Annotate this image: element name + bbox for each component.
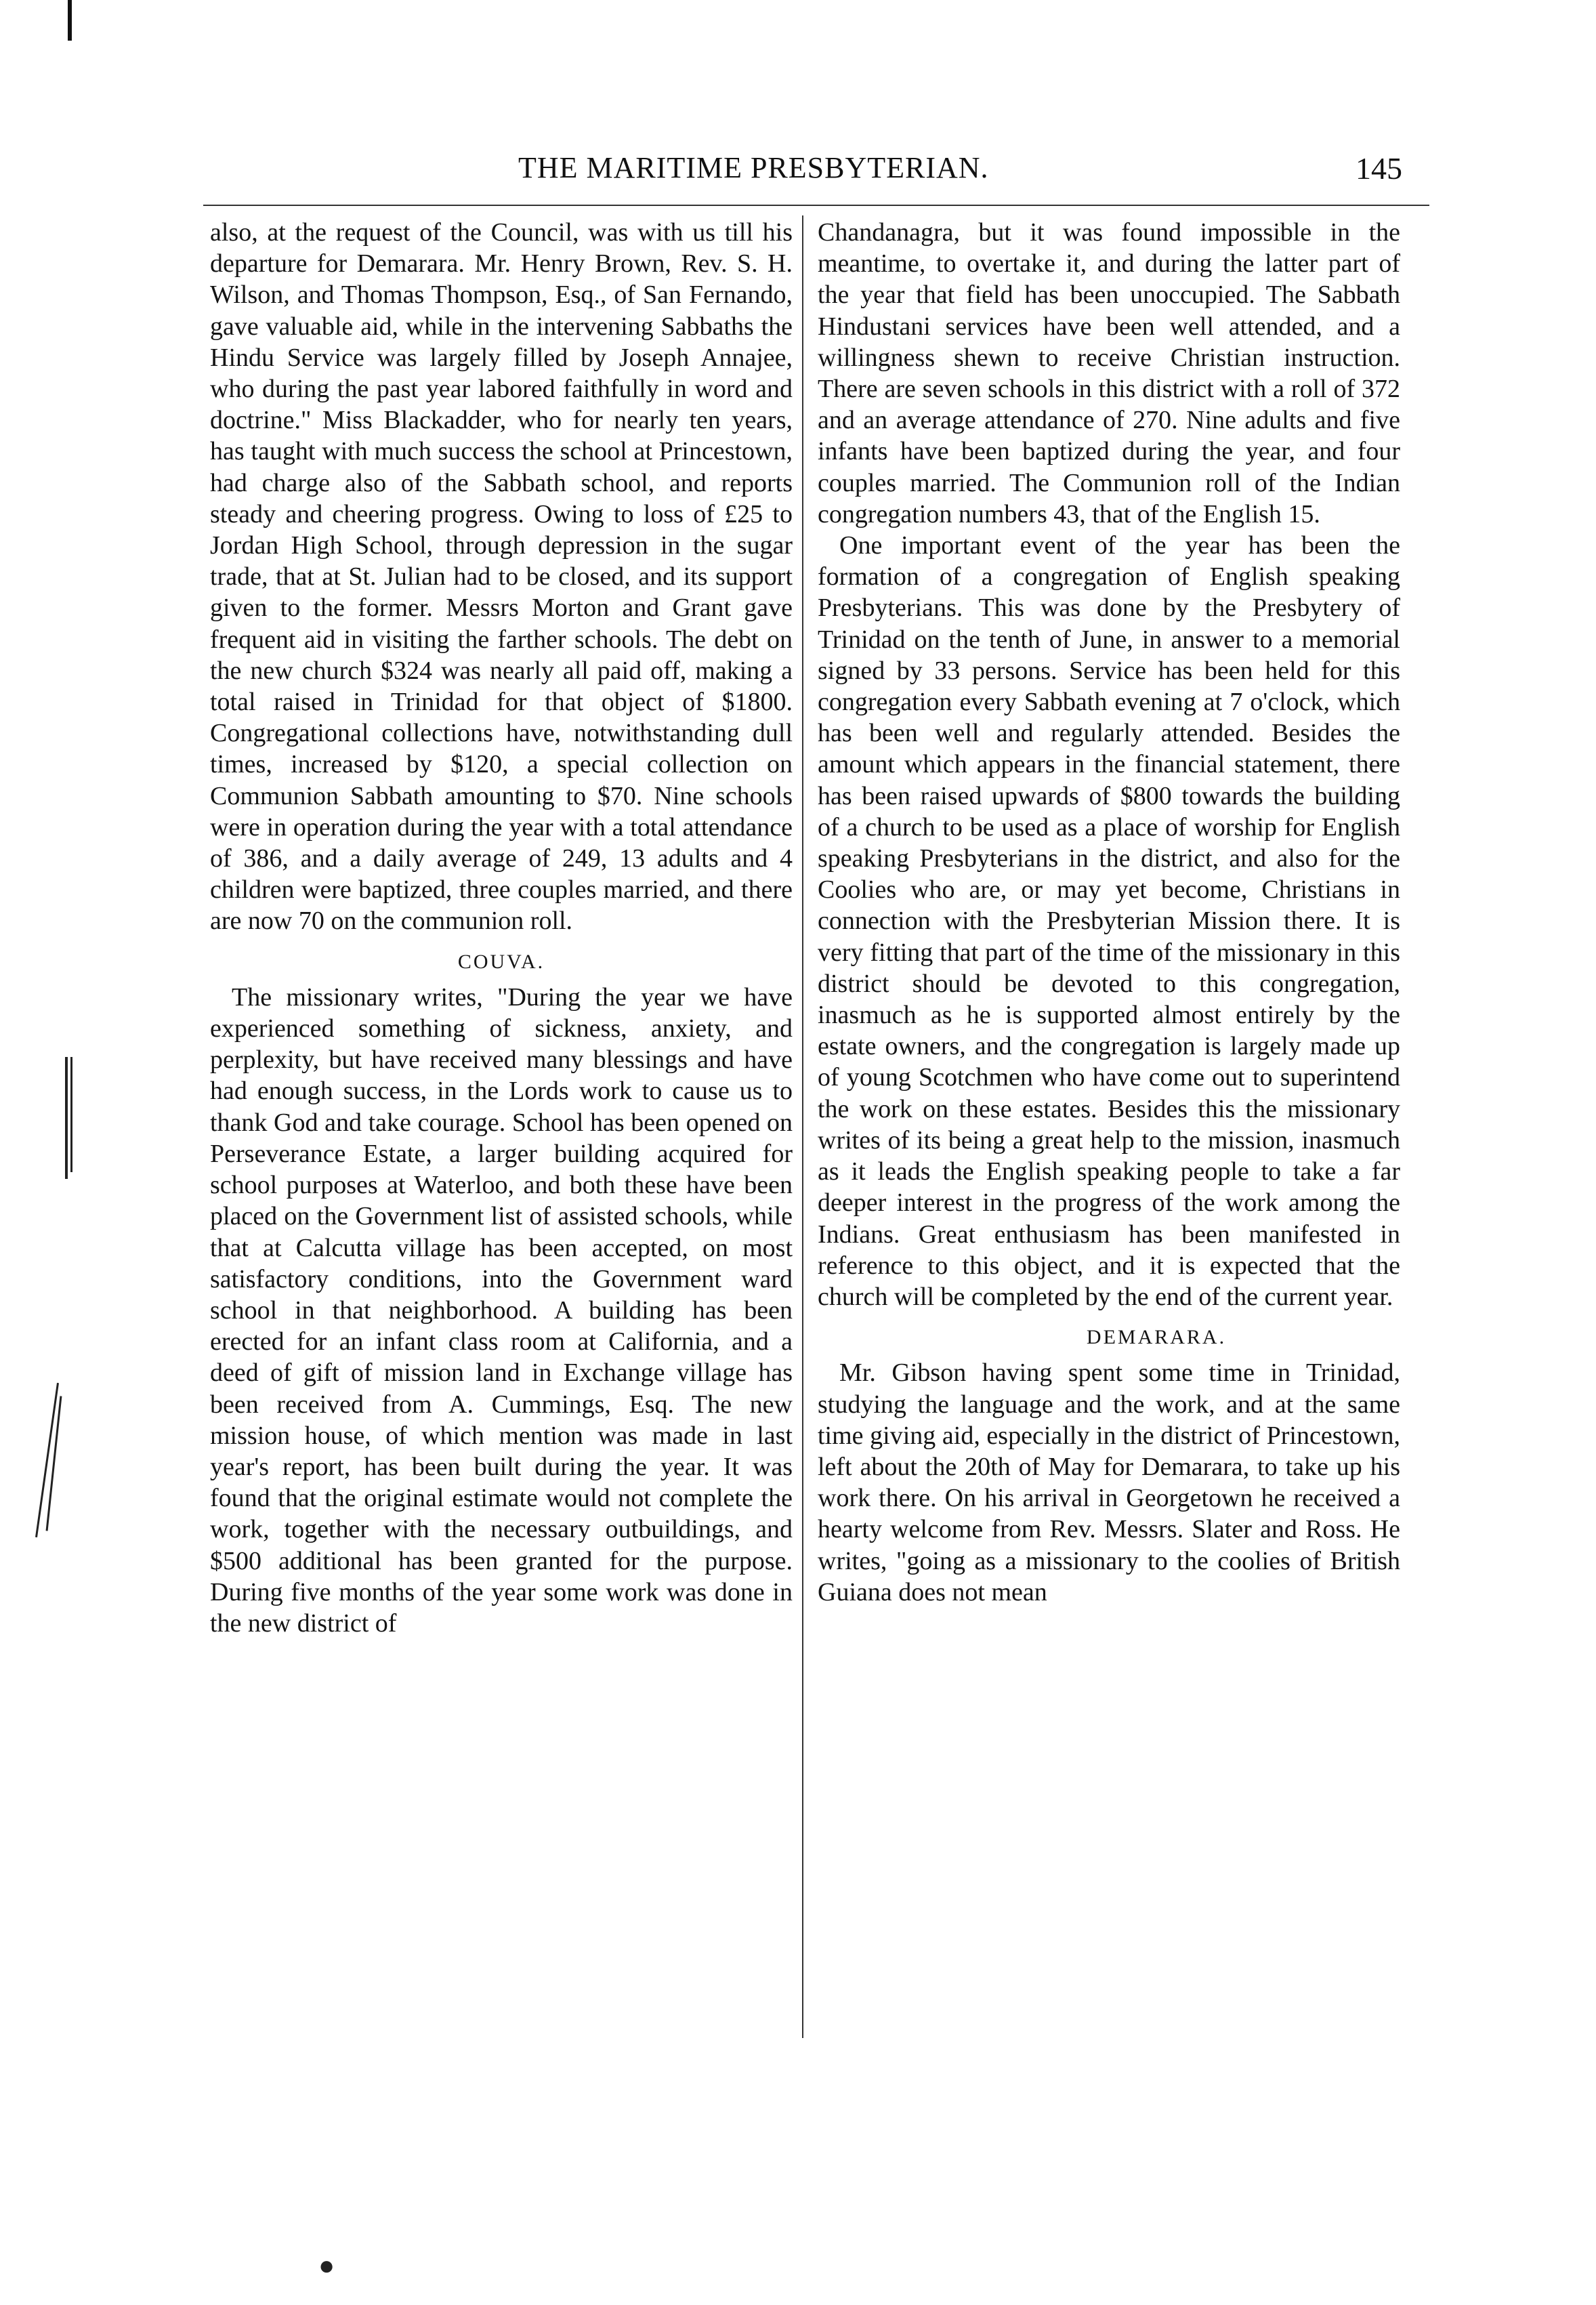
right-column <box>818 217 1400 1608</box>
page-number: 145 <box>1356 151 1402 186</box>
right-paragraph-3: Mr. Gibson having spent some time in Trinidad, studying the language and the work, and at the same time giving aid, especially in the district of Princestown, left about the 20th of May for Demarara, to take up his work there. On his arrival in Georgetown he received a hearty welcome from Rev. Messrs. Slater and Ross. He writes, "going as a missionary to the coolies of British Guiana does not mean <box>818 1358 1400 1606</box>
margin-ink-mark <box>65 1057 68 1179</box>
column-divider <box>802 215 803 2038</box>
left-column <box>210 217 793 1639</box>
left-paragraph-1: also, at the request of the Council, was with us till his departure for Demarara. Mr. Henry Brown, Rev. S. H. Wilson, and Thomas Thompson, Esq., of San Fernando, gave valuable aid, while in the intervening Sabbaths the Hindu Service was largely filled by Joseph Annajee, who during the past year labored faithfully in word and doctrine." Miss Blackadder, who for nearly ten years, has taught with much success the school at Princestown, had charge also of the Sabbath school, and reports steady and cheering progress. Owing to loss of £25 to Jordan High School, through depression in the sugar trade, that at St. Julian had to be closed, and its support given to the former. Messrs Morton and Grant gave frequent aid in visiting the farther schools. The debt on the new church $324 was nearly all paid off, making a total raised in Trinidad for that object of $1800. Congregational collections have, notwithstanding dull times, increased by $120, a special collection on Communion Sabbath amounting to $70. Nine schools were in operation during the year with a total attendance of 386, and a daily average of 249, 13 adults and 4 children were baptized, three couples married, and there are now 70 on the communion roll. <box>210 218 793 936</box>
section-heading-demarara: DEMARARA. <box>1086 1326 1227 1349</box>
right-paragraph-2: One important event of the year has been the formation of a congregation of English speaking Presbyterians. This was done by the Presbytery of Trinidad on the tenth of June, in answer to a memorial signed by 33 persons. Service has been held for this congregation every Sabbath evening at 7 o'clock, which has been well and regularly attended. Besides the amount which appears in the financial statement, there has been raised upwards of $800 towards the building of a church to be used as a place of worship for English speaking Presbyterians in the district, and also for the Coolies who are, or may yet become, Christians in connection with the Presbyterian Mission there. It is very fitting that part of the time of the missionary in this district should be devoted to this congregation, inasmuch as he is supported almost entirely by the estate owners, and the congregation is largely made up of young Scotchmen who have come out to superintend the work on these estates. Besides this the missionary writes of its being a great help to the mission, inasmuch as it leads the English speaking people to take a far deeper interest in the progress of the work among the Indians. Great enthusiasm has been manifested in reference to this object, and it is expected that the church will be completed by the end of the current year. <box>818 531 1400 1311</box>
left-paragraph-2: The missionary writes, "During the year we have experienced something of sickness, anxiety, and perplexity, but have received many blessings and have had enough success, in the Lords work to cause us to thank God and take courage. School has been opened on Perseverance Estate, a larger building acquired for school purposes at Waterloo, and both these have been placed on the Government list of assisted schools, while that at Calcutta village has been accepted, on most satisfactory conditions, into the Government ward school in that neighborhood. A building has been erected for an infant class room at California, and a deed of gift of mission land in Exchange village has been received from A. Cummings, Esq. The new mission house, of which mention was made in last year's report, has been built during the year. It was found that the original estimate would not complete the work, together with the necessary outbuildings, and $500 additional has been granted for the purpose. During five months of the year some work was done in the new district of <box>210 982 793 1638</box>
binding-edge-mark <box>68 0 72 41</box>
page-header <box>203 144 1429 206</box>
section-heading-couva: COUVA. <box>457 950 545 973</box>
running-title: THE MARITIME PRESBYTERIAN. <box>518 151 989 184</box>
stray-ink-dot: ● <box>318 2250 335 2281</box>
right-paragraph-1: Chandanagra, but it was found impossible in the meantime, to overtake it, and during the latter part of the year that field has been unoccupied. The Sabbath Hindustani services have been well attended, and a willingness shewn to receive Christian instruction. There are seven schools in this district with a roll of 372 and an average attendance of 270. Nine adults and five infants have been baptized during the year, and four couples married. The Communion roll of the Indian congregation numbers 43, that of the English 15. <box>818 218 1400 528</box>
margin-ink-mark <box>70 1057 72 1172</box>
